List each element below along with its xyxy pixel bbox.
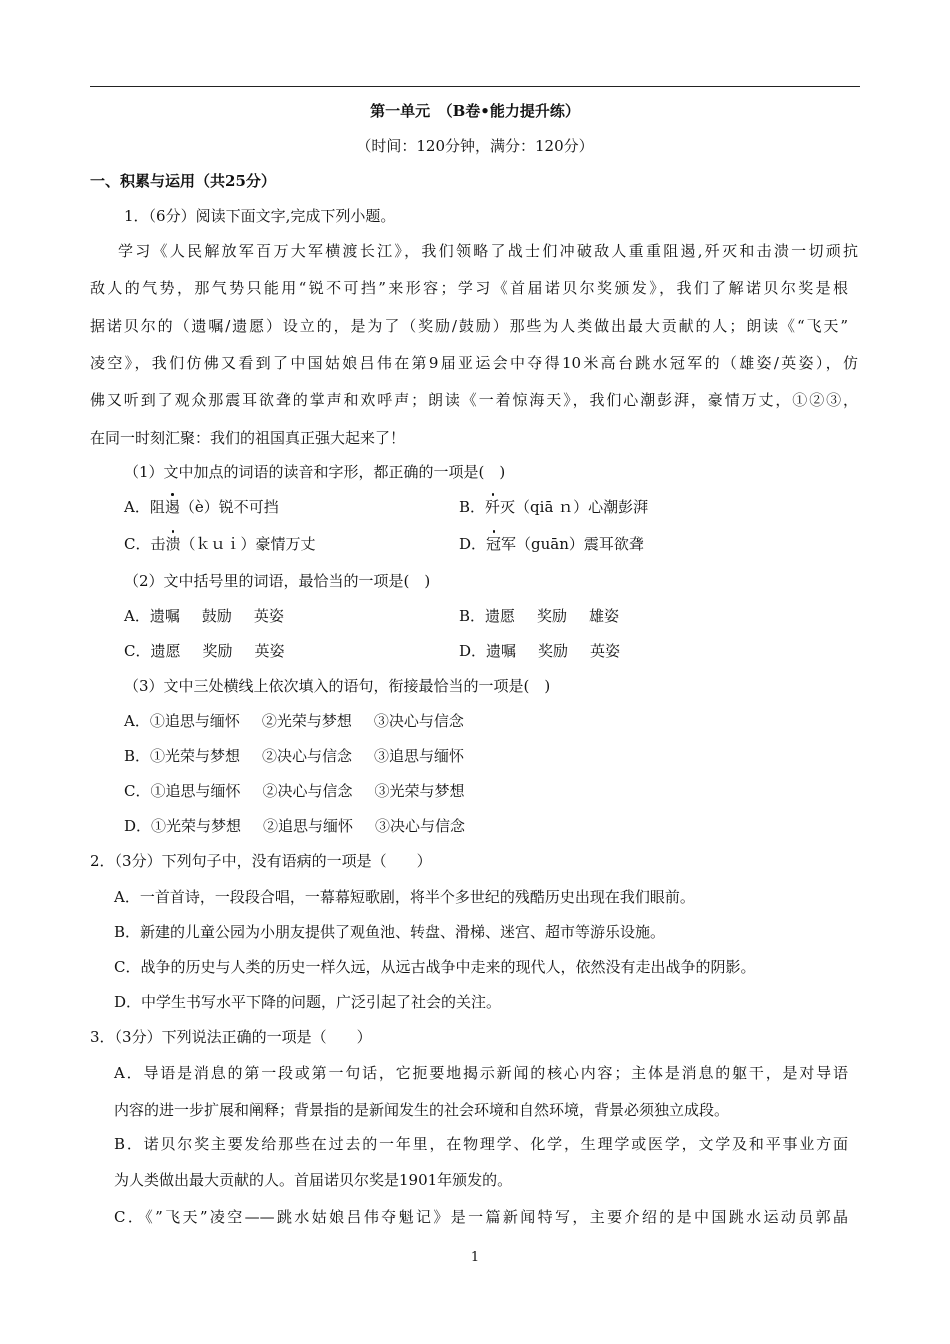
option-text: ②追思与缅怀 — [263, 817, 354, 835]
q1-stem: 1．（6分）阅读下面文字,完成下列小题。 — [124, 207, 396, 225]
option-text: C．①追思与缅怀 — [124, 782, 241, 800]
section-heading: 一、积累与运用（共25分） — [90, 172, 276, 190]
q1-passage-line: 在同一时刻汇聚：我们的祖国真正强大起来了！ — [90, 429, 406, 447]
emphasis-dot-char: 遏 — [164, 498, 180, 516]
option-text: 灭（qiā ｎ）心潮彭湃 — [500, 498, 649, 516]
option-text: 奖励 — [538, 642, 569, 660]
q3-option-a-cont: 内容的进一步扩展和阐释；背景指的是新闻发生的社会环境和自然环境，背景必须独立成段。 — [114, 1101, 730, 1119]
q1-passage-line: 佛又听到了观众那震耳欲聋的掌声和欢呼声；朗读《一着惊海天》，我们心潮彭湃，豪情万丈，①②③， — [90, 391, 858, 409]
option-text: A．遗嘱 — [124, 607, 180, 625]
q1-sub1-option-b[interactable] — [459, 497, 648, 517]
q3-option-a[interactable]: A．导语是消息的第一段或第一句话，它扼要地揭示新闻的核心内容；主体是消息的躯干，是对导语 — [114, 1064, 848, 1082]
q1-sub3-option-a[interactable] — [124, 711, 464, 731]
q3-stem: 3．（3分）下列说法正确的一项是（ ） — [90, 1028, 372, 1046]
option-text: D． — [459, 535, 487, 553]
q1-passage-line: 敌人的气势，那气势只能用“锐不可挡”来形容；学习《首届诺贝尔奖颁发》，我们了解诺贝尔奖是根 — [90, 279, 848, 297]
q1-sub3-option-b[interactable] — [124, 746, 464, 766]
q1-sub3-option-d[interactable] — [124, 816, 465, 836]
q1-sub2-option-d[interactable] — [459, 641, 620, 661]
option-text: 英姿 — [253, 607, 284, 625]
option-text: C．击 — [124, 535, 166, 553]
option-text: ③追思与缅怀 — [374, 747, 465, 765]
q2-option-a[interactable]: A．一首首诗，一段段合唱，一幕幕短歌剧，将半个多世纪的残酷历史出现在我们眼前。 — [114, 888, 695, 906]
option-text: ②决心与信念 — [262, 782, 353, 800]
page-subtitle: （时间：120分钟，满分：120分） — [356, 137, 594, 155]
page-title: 第一单元 （B卷•能力提升练） — [370, 102, 580, 120]
q1-sub2-option-b[interactable] — [459, 606, 619, 626]
q1-sub2-option-c[interactable] — [124, 641, 285, 661]
option-text: ③光荣与梦想 — [374, 782, 465, 800]
q3-option-b[interactable]: B．诺贝尔奖主要发给那些在过去的一年里，在物理学、化学，生理学或医学，文学及和平事业方面 — [114, 1135, 848, 1153]
q2-stem: 2．（3分）下列句子中，没有语病的一项是（ ） — [90, 852, 432, 870]
q1-sub3-stem: （3）文中三处横线上依次填入的语句，衔接最恰当的一项是( ) — [124, 677, 551, 695]
q1-passage-line: 学习《人民解放军百万大军横渡长江》，我们领略了战士们冲破敌人重重阻遏,歼灭和击溃一切顽抗 — [118, 242, 858, 260]
option-text: B． — [459, 498, 486, 516]
option-text: A．阻 — [124, 498, 165, 516]
option-text: 雄姿 — [589, 607, 620, 625]
option-text: 鼓励 — [201, 607, 232, 625]
header-rule — [90, 86, 860, 87]
q3-option-c[interactable]: C．《”飞天”凌空——跳水姑娘吕伟夺魁记》是一篇新闻特写，主要介绍的是中国跳水运动员郭晶 — [114, 1208, 848, 1226]
option-text: 奖励 — [537, 607, 568, 625]
option-text: 军（guān）震耳欲聋 — [501, 535, 644, 553]
option-text: ②决心与信念 — [262, 747, 353, 765]
q2-option-d[interactable]: D．中学生书写水平下降的问题，广泛引起了社会的关注。 — [114, 993, 502, 1011]
q1-sub3-option-c[interactable] — [124, 781, 465, 801]
q1-sub2-stem: （2）文中括号里的词语，最恰当的一项是( ) — [124, 572, 431, 590]
option-text: ②光荣与梦想 — [261, 712, 352, 730]
q1-sub1-option-d[interactable] — [459, 534, 644, 554]
emphasis-dot-char: 溃 — [165, 535, 181, 553]
q1-passage-line: 凌空》，我们仿佛又看到了中国姑娘吕伟在第9届亚运会中夺得10米高台跳水冠军的（雄姿/英姿），仿 — [90, 354, 858, 372]
option-text: D．①光荣与梦想 — [124, 817, 242, 835]
page-number: 1 — [470, 1250, 480, 1265]
option-text: ③决心与信念 — [373, 712, 464, 730]
option-text: （ｋｕｉ）豪情万丈 — [180, 535, 316, 553]
q1-passage-line: 据诺贝尔的（遗嘱/遗愿）设立的，是为了（奖励/鼓励）那些为人类做出最大贡献的人；朗读《“飞天” — [90, 317, 848, 335]
option-text: ③决心与信念 — [375, 817, 466, 835]
option-text: C．遗愿 — [124, 642, 181, 660]
option-text: B．①光荣与梦想 — [124, 747, 241, 765]
q1-sub2-option-a[interactable] — [124, 606, 284, 626]
option-text: A．①追思与缅怀 — [124, 712, 240, 730]
q1-sub1-option-c[interactable] — [124, 534, 316, 554]
q2-option-c[interactable]: C．战争的历史与人类的历史一样久远，从远古战争中走来的现代人，依然没有走出战争的阴影。 — [114, 958, 756, 976]
q3-option-b-cont: 为人类做出最大贡献的人。首届诺贝尔奖是1901年颁发的。 — [114, 1171, 513, 1189]
q1-sub1-option-a[interactable] — [124, 497, 279, 517]
option-text: 英姿 — [254, 642, 285, 660]
option-text: B．遗愿 — [459, 607, 516, 625]
option-text: 英姿 — [590, 642, 621, 660]
option-text: 奖励 — [202, 642, 233, 660]
emphasis-dot-char: 歼 — [485, 498, 501, 516]
option-text: （è）锐不可挡 — [179, 498, 279, 516]
option-text: D．遗嘱 — [459, 642, 517, 660]
emphasis-dot-char: 冠 — [486, 535, 502, 553]
q1-sub1-stem: （1）文中加点的词语的读音和字形，都正确的一项是( ) — [124, 463, 506, 481]
q2-option-b[interactable]: B．新建的儿童公园为小朋友提供了观鱼池、转盘、滑梯、迷宫、超市等游乐设施。 — [114, 923, 666, 941]
